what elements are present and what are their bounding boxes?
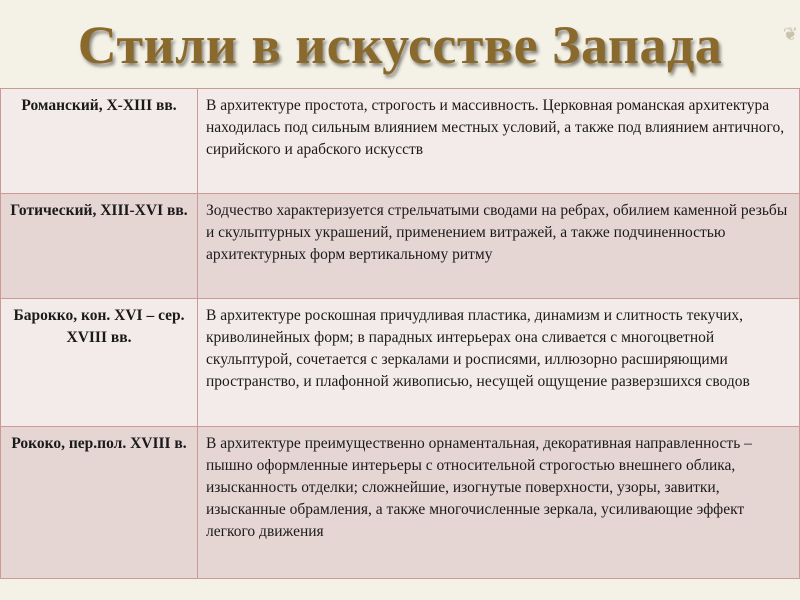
style-description-cell: Зодчество характеризуется стрельчатыми сводами на ребрах, обилием каменной резьбы и скульптурных украшений, применением витражей, а также подчиненностью архитектурных форм вертикальному ритму	[198, 194, 800, 299]
styles-table	[0, 88, 800, 579]
table-row	[1, 194, 800, 299]
table-row	[1, 299, 800, 427]
decorative-flourish-icon: ❦	[782, 24, 798, 45]
style-name-cell: Барокко, кон. XVI – сер. XVIII вв.	[1, 299, 198, 427]
style-name-cell: Романский, X-XIII вв.	[1, 89, 198, 194]
style-description-cell: В архитектуре преимущественно орнаментальная, декоративная направленность – пышно оформленные интерьеры с относительной строгостью внешнего облика, изысканность отделки; сложнейшие, изогнутые поверхности, узоры, завитки, изысканные обрамления, а также многочисленные зеркала, усиливающие эффект легкого движения	[198, 427, 800, 579]
style-description-cell: В архитектуре роскошная причудливая пластика, динамизм и слитность текучих, криволинейных форм; в парадных интерьерах она сливается с многоцветной скульптурой, сочетается с зеркалами и росписями, иллюзорно расширяющими пространство, и плафонной живописью, несущей ощущение разверзшихся сводов	[198, 299, 800, 427]
bottom-margin	[0, 580, 800, 600]
table-row	[1, 427, 800, 579]
slide-title: Стили в искусстве Запада	[77, 15, 723, 75]
style-name-cell: Готический, XIII-XVI вв.	[1, 194, 198, 299]
table-row	[1, 89, 800, 194]
style-name-cell: Рококо, пер.пол. XVIII в.	[1, 427, 198, 579]
style-description-cell: В архитектуре простота, строгость и массивность. Церковная романская архитектура находилась под сильным влиянием местных условий, а также под влиянием античного, сирийского и арабского искусств	[198, 89, 800, 194]
